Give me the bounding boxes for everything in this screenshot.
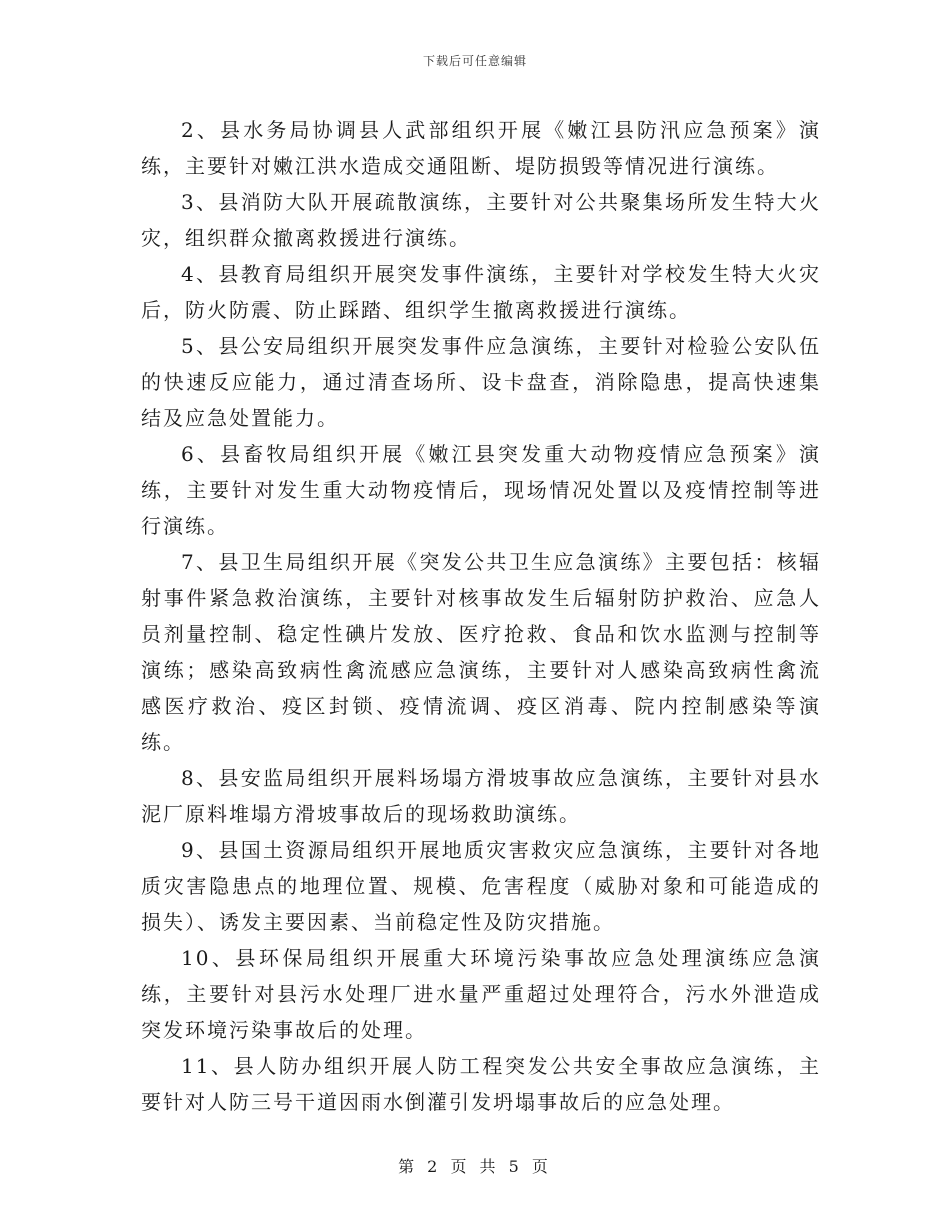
paragraph-item-4: 4、县教育局组织开展突发事件演练，主要针对学校发生特大火灾后，防火防震、防止踩踏、组织学生撤离救援进行演练。	[141, 262, 821, 322]
paragraph-item-3: 3、县消防大队开展疏散演练，主要针对公共聚集场所发生特大火灾，组织群众撤离救援进行演练。	[141, 190, 821, 250]
paragraph-item-9: 9、县国土资源局组织开展地质灾害救灾应急演练，主要针对各地质灾害隐患点的地理位置、规模、危害程度（威胁对象和可能造成的损失）、诱发主要因素、当前稳定性及防灾措施。	[141, 838, 821, 934]
paragraph-item-7: 7、县卫生局组织开展《突发公共卫生应急演练》主要包括：核辐射事件紧急救治演练，主要针对核事故发生后辐射防护救治、应急人员剂量控制、稳定性碘片发放、医疗抢救、食品和饮水监测与控制等演练；感染高致病性禽流感应急演练，主要针对人感染高致病性禽流感医疗救治、疫区封锁、疫情流调、疫区消毒、院内控制感染等演练。	[141, 550, 821, 754]
paragraph-item-2: 2、县水务局协调县人武部组织开展《嫩江县防汛应急预案》演练，主要针对嫩江洪水造成交通阻断、堤防损毁等情况进行演练。	[141, 118, 821, 178]
paragraph-item-6: 6、县畜牧局组织开展《嫩江县突发重大动物疫情应急预案》演练，主要针对发生重大动物疫情后，现场情况处置以及疫情控制等进行演练。	[141, 442, 821, 538]
page-header: 下载后可任意编辑	[422, 54, 527, 68]
document-body	[141, 112, 821, 1120]
paragraph-item-10: 10、县环保局组织开展重大环境污染事故应急处理演练应急演练，主要针对县污水处理厂进水量严重超过处理符合，污水外泄造成突发环境污染事故后的处理。	[141, 946, 821, 1042]
paragraph-item-5: 5、县公安局组织开展突发事件应急演练，主要针对检验公安队伍的快速反应能力，通过清查场所、设卡盘查，消除隐患，提高快速集结及应急处置能力。	[141, 334, 821, 430]
paragraph-item-8: 8、县安监局组织开展料场塌方滑坡事故应急演练，主要针对县水泥厂原料堆塌方滑坡事故后的现场救助演练。	[141, 766, 821, 826]
page-number-footer: 第 2 页 共 5 页	[398, 1157, 552, 1176]
paragraph-item-11: 11、县人防办组织开展人防工程突发公共安全事故应急演练，主要针对人防三号干道因雨水倒灌引发坍塌事故后的应急处理。	[141, 1054, 821, 1114]
